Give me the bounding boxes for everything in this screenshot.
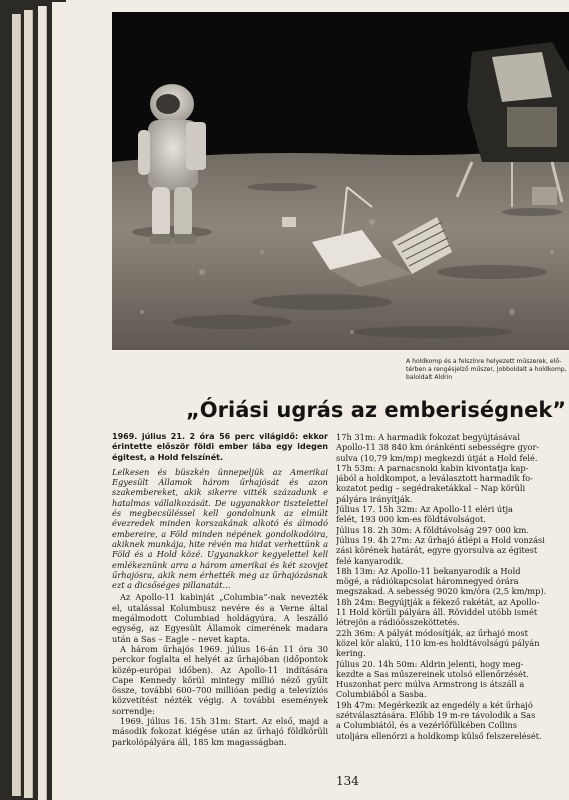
timeline-line: megszakad. A sebesség 9020 km/óra (2,5 km/mp). <box>336 586 547 597</box>
page-edge <box>12 14 21 796</box>
timeline-line: utoljára ellenőrzi a holdkomp külső felszerelését. <box>336 730 542 741</box>
right-column <box>336 432 569 741</box>
article-title: „Óriási ugrás az emberiségnek” <box>186 398 567 422</box>
italic-paragraph: Lelkesen és büszkén ünnepeljük az Amerikai Egyesült Államok három űrhajósát és azon szakembereket, akik sikerre vitték századunk e hatalmas vállalkozását. De ugyanakkor tisztelettel és megbecsüléssel kell gondolnunk az elmúlt évezredek minden korszakának alkotó és álmodó embereire, a Föld minden népének gondolkodóira, akiknek munkája, hite révén ma hidat verhettünk a Föld és a Hold közé. Ugyanakkor kegyelettel kell emlékeznünk arra a három amerikai és két szovjet űrhajósra, akik nem érhették meg az űrhajózásnak ezt a dicsőséges pillanatát... <box>112 466 328 591</box>
timeline-line: Július 18. 2h 30m: A földtávolság 297 000 km. <box>336 524 529 535</box>
timeline-line: felé kanyarodik. <box>336 555 404 566</box>
page-edge <box>24 10 33 798</box>
timeline-line: 18h 24m: Begyújtják a fékező rakétát, az Apollo- <box>336 596 540 607</box>
timeline-line: 17h 53m: A parnacsnoki kabin kivontatja kap- <box>336 462 529 473</box>
timeline-line: létrejön a rádióösszeköttetés. <box>336 617 460 628</box>
timeline-line: Apollo-11 38 840 km óránkénti sebességre gyor- <box>336 442 540 453</box>
timeline-line: Július 17. 15h 32m: Az Apollo-11 eléri útja <box>336 504 513 515</box>
timeline-line: 11 Hold körüli pályára áll. Röviddel utóbb ismét <box>336 607 538 618</box>
body-paragraph: 1969. július 16. 15h 31m: Start. Az első, majd a második fokozat kiégése után az űrhajó földkörüli parkolópályára áll, 185 km magasságban. <box>112 716 328 747</box>
timeline-line: a Columbiától, és a vezérlőfülkében Collins <box>336 720 517 731</box>
timeline-line: kezdte a Sas műszereinek utolsó ellenőrzését. <box>336 668 529 679</box>
timeline-line: szétválasztására. Előbb 19 m-re távolodik a Sas <box>336 710 536 721</box>
timeline-line: mögé, a rádiókapcsolat háromnegyed órára <box>336 576 519 587</box>
page-edge <box>38 6 47 800</box>
timeline-entries <box>336 432 569 741</box>
timeline-line: jából a holdkompot, a leválasztott harmadik fo- <box>336 473 533 484</box>
timeline-line: közel kör alakú, 110 km-es holdtávolságú pályán <box>336 637 540 648</box>
timeline-line: kozatot pedig – segédraketákkal – Nap körüli <box>336 483 526 494</box>
body-paragraph: A három űrhajós 1969. július 16-án 11 óra 30 perckor foglalta el helyét az űrhajóban (időpontok közép-európai időben). Az Apollo-11 indítására Cape Kennedy körül mintegy millió néző gyűlt össze, további 600–700 millióan pedig a televíziós közvetítést nézték végig. A további események sorrendje: <box>112 643 328 716</box>
left-column <box>112 432 328 747</box>
timeline-line: kering. <box>336 648 366 659</box>
caption-line: baloldalt Aldrin <box>406 374 453 381</box>
timeline-line: Huszonhat perc múlva Armstrong is átszáll a <box>336 679 525 690</box>
timeline-line: zási körének határát, egyre gyorsulva az égitest <box>336 545 538 556</box>
timeline-line: Július 20. 14h 50m: Aldrin jelenti, hogy meg- <box>336 658 524 669</box>
timeline-line: Columbiából a Sasba. <box>336 689 427 700</box>
timeline-line: Július 19. 4h 27m: Az űrhajó átlépi a Hold vonzási <box>336 534 545 545</box>
timeline-line: 22h 36m: A pályát módosítják, az űrhajó most <box>336 627 528 638</box>
timeline-line: sulva (10,79 km/mp) megkezdi útját a Hold felé. <box>336 452 538 463</box>
moon-landing-photo <box>112 12 569 350</box>
timeline-line: felét, 193 000 km-es földtávolságot. <box>336 514 486 525</box>
timeline-line: 19h 47m: Megérkezik az engedély a két űrhajó <box>336 699 533 710</box>
page-number: 134 <box>336 774 359 788</box>
timeline-line: 18h 13m: Az Apollo-11 bekanyarodik a Hold <box>336 565 521 576</box>
timeline-line: 17h 31m: A harmadik fokozat begyújtásával <box>336 432 520 442</box>
lead-paragraph: 1969. július 21. 2 óra 56 perc világidő: ekkor érintette először földi ember lába egy idegen égitest, a Hold felszínét. <box>112 432 328 462</box>
caption-line: térben a rengésjelző műszer, jobboldalt a holdkomp, <box>406 366 567 373</box>
moon-landing-photo-icon <box>112 12 569 350</box>
timeline-line: pályára irányítják. <box>336 493 413 504</box>
caption-line: A holdkomp és a felszínre helyezett műszerek, elő- <box>406 358 562 365</box>
book-page <box>66 0 569 800</box>
body-paragraph: Az Apollo-11 kabinját „Columbia”-nak nevezték el, utalással Kolumbusz nevére és a Verne által megálmodott Columbiad holdágyúra. A leszálló egység, az Egyesült Államok címerének madara után a Sas – Eagle – nevet kapta. <box>112 592 328 644</box>
photo-caption <box>406 358 569 382</box>
